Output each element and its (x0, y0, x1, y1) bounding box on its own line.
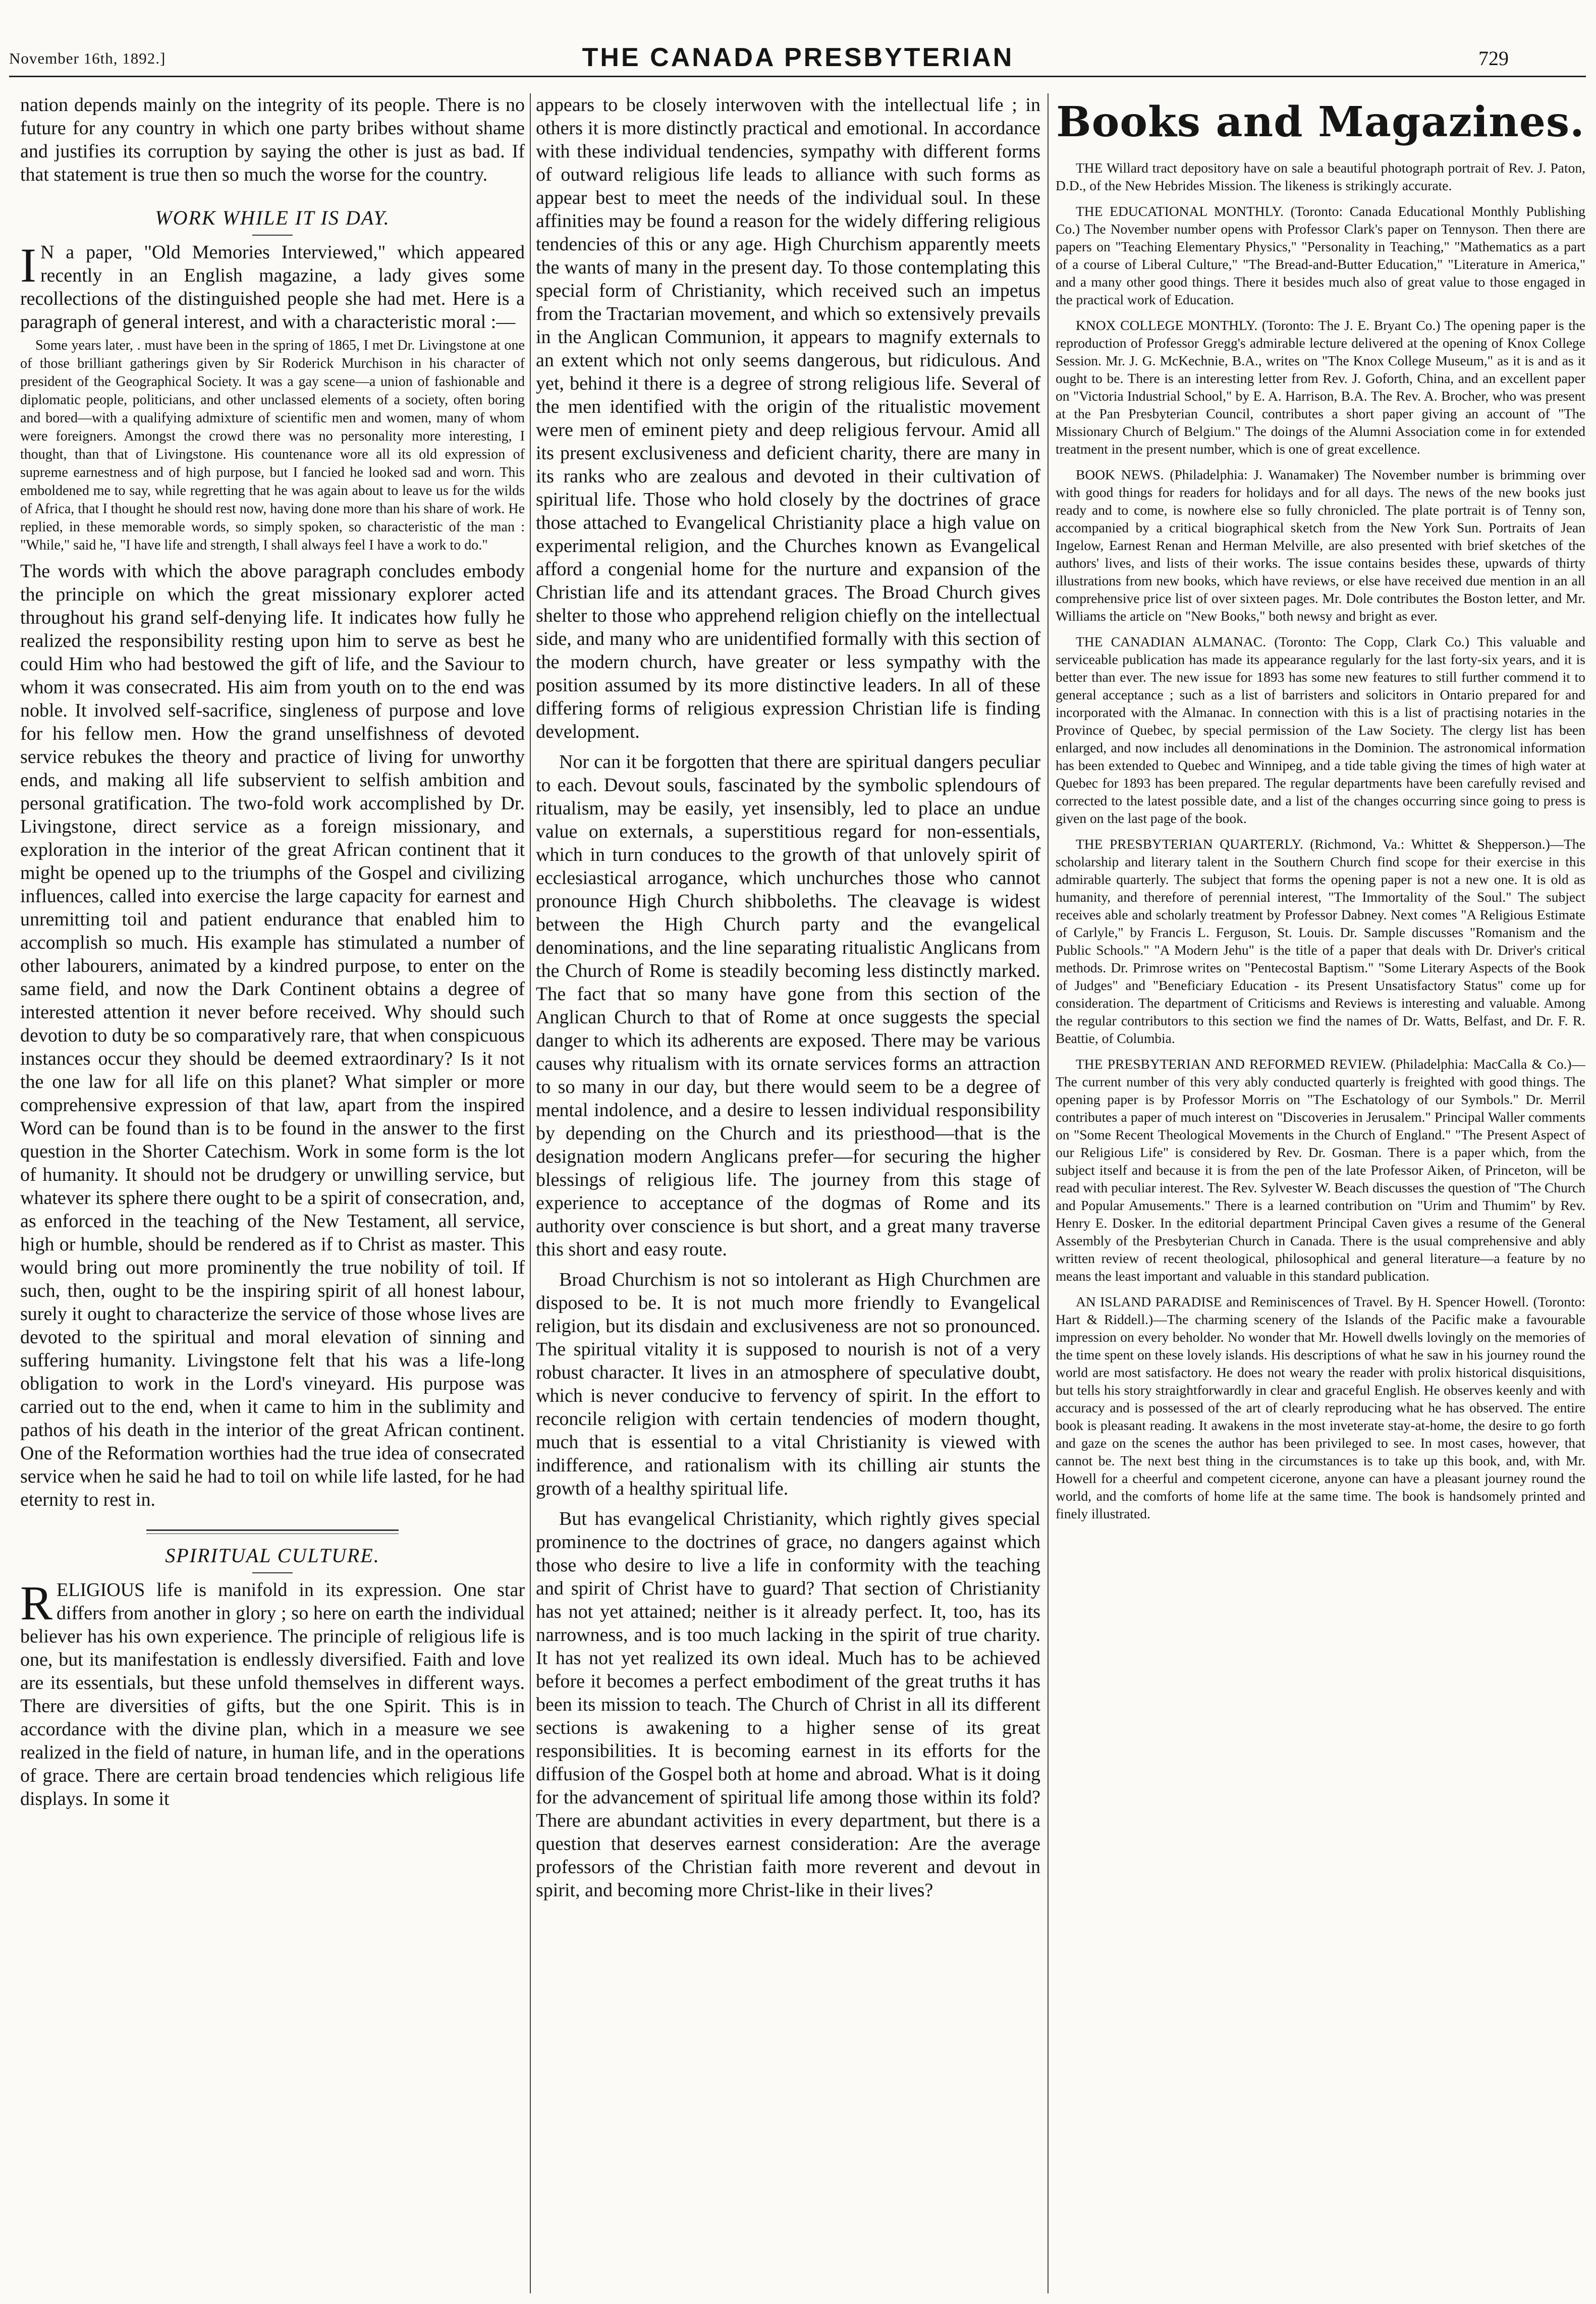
column-divider-2 (1048, 93, 1049, 2293)
page-number: 729 (1478, 47, 1509, 70)
review-item: THE Willard tract depository have on sale a beautiful photograph portrait of Rev. J. Paton, D.D., of the New Hebrides Mission. The likeness is strikingly accurate. (1056, 160, 1585, 193)
section-heading-work-while-it-is-day: WORK WHILE IT IS DAY. (155, 206, 390, 229)
article-paragraph: But has evangelical Christianity, which rightly gives special prominence to the doctrines of grace, no dangers against which those who desire to live a life in conformity with the teaching and spirit of Christ have to guard? That section of Christianity has not yet attained; neither is it already perfect. It, too, has its narrowness, and is too much lacking in the spirit of true charity. It has not yet realized its own ideal. Much has to be achieved before it becomes a perfect embodiment of the great truths it has been its mission to teach. The Church of Christ in all its different sections is awakening to a higher sense of its great responsibilities. It is becoming earnest in its efforts for the diffusion of the Gospel both at home and abroad. What is it doing for the advancement of spiritual life among those within its fold? There are abundant activities in every department, but there is a question that deserves earnest consideration: Are the average professors of the Christian faith more reverent and devout in spirit, and becoming more Christ-like in their lives? (536, 1508, 1040, 1901)
books-and-magazines-heading: Books and Magazines. (1056, 98, 1585, 146)
review-item: BOOK NEWS. (Philadelphia: J. Wanamaker) The November number is brimming over with good things for readers for holidays and for all days. The news of the new books just ready and to come, is nowhere else so fully chronicled. The plate portrait is of Tenny son, accompanied by a critical biographical sketch from the New York Sun. Portraits of Jean Ingelow, Earnest Renan and Herman Melville, are also presented with brief sketches of the authors' lives, and lists of their works. The issue contains besides these, upwards of thirty illustrations from new books, which have reviews, or else have received due mention in an all comprehensive price list of over sixteen pages. Mr. Dole contributes the Boston letter, and Mr. Williams the article on "New Books," both newsy and bright as ever. (1056, 467, 1585, 624)
article-paragraph (20, 1578, 525, 1811)
article-paragraph: Broad Churchism is not so intolerant as High Churchmen are disposed to be. It is not much more friendly to Evangelical religion, but its disdain and exclusiveness are not so pronounced. The spiritual vitality it is supposed to nourish is not of a very robust character. It lives in an atmosphere of speculative doubt, which is never conducive to fervency of spirit. In the effort to reconcile religion with certain tendencies of modern thought, much that is essential to a vital Christianity is viewed with indifference, and rationalism with its chilling air stunts the growth of a healthy spiritual life. (536, 1269, 1040, 1499)
article-paragraph: Nor can it be forgotten that there are spiritual dangers peculiar to each. Devout souls, fascinated by the symbolic splendours of ritualism, may be easily, yet insensibly, led to place an undue value on externals, a superstitious regard for non-essentials, which in turn conduces to the growth of that unlovely spirit of ecclesiastical arrogance, which unchurches those who cannot pronounce High Church shibboleths. The cleavage is widest between the High Church party and the evangelical denominations, and the line separating ritualistic Anglicans from the Church of Rome is steadily becoming less distinctly marked. The fact that so many have gone from this section of the Anglican Church to that of Rome at once suggests the special danger to which its adherents are exposed. There may be various causes why ritualism with its ornate services forms an attraction to so many in our day, but there would seem to be a degree of mental indolence, and a desire to lessen individual responsibility by depending on the Church and its priesthood—that is the designation modern Anglicans prefer—for securing the higher blessings of religious life. The journey from this stage of experience to acceptance of the dogmas of Rome and its authority over conscience is but short, and a great many traverse this short and easy route. (536, 751, 1040, 1260)
column-1 (20, 93, 525, 2263)
header-rule (9, 76, 1586, 77)
heading-rule (252, 1572, 293, 1573)
article-paragraph: The words with which the above paragraph concludes embody the principle on which the great missionary explorer acted throughout his grand self-denying life. It indicates how fully he realized the responsibility resting upon him to serve as best he could Him who had bestowed the gift of life, and the Saviour to whom it was consecrated. His aim from youth on to the end was noble. It involved self-sacrifice, singleness of purpose and love for his fellow men. How the grand unselfishness of devoted service rebukes the theory and practice of living for unworthy ends, and making all life subservient to selfish ambition and personal gratification. The two-fold work accomplished by Dr. Livingstone, direct service as a foreign missionary, and exploration in the interior of the great African continent that it might be opened up to the triumphs of the Gospel and civilizing influences, called into exercise the large capacity for earnest and unremitting toil and patient endurance that enabled him to accomplish so much. His example has stimulated a number of other labourers, animated by a kindred purpose, to enter on the same field, and now the Dark Continent obtains a degree of interested attention it never before received. Why should such devotion to duty be so comparatively rare, that when conspicuous instances occur they should be deemed extraordinary? Is it not the one law for all life on this planet? What simpler or more comprehensive expression of that law, apart from the inspired Word can be found than is to be found in the answer to the first question in the Shorter Catechism. Work in some form is the lot of humanity. It should not be drudgery or unwilling service, but whatever its sphere there ought to be a spirit of consecration, and, as enforced in the teaching of the New Testament, all service, high or humble, should be rendered as if to Christ as master. This would bring out more prominently the true nobility of toil. If such, then, ought to be the inspiring spirit of all honest labour, surely it ought to characterize the service of those whose lives are devoted to the spiritual and moral elevation of sinning and suffering humanity. Livingstone felt that his was a life-long obligation to work in the Lord's vineyard. His purpose was carried out to the end, when it came to him in the sublimity and pathos of his death in the interior of the great African continent. One of the Reformation worthies had the true idea of consecrated service when he said he had to toil on while life lasted, for he had eternity to rest in. (20, 561, 525, 1510)
masthead-title: THE CANADA PRESBYTERIAN (582, 43, 1014, 72)
column-divider-1 (530, 93, 531, 2293)
review-item: THE PRESBYTERIAN AND REFORMED REVIEW. (Philadelphia: MacCalla & Co.)—The current number of this very ably conducted quarterly is freighted with good things. The opening paper is by Professor Morris on "The Eschatology of our Symbols." Dr. Merril contributes a paper of much interest on "Discoveries in Jerusalem." Principal Waller comments on "Some Recent Theological Movements in the Church of England." "The Present Aspect of our Religious Life" is considered by Rev. Dr. Gosman. There is a paper which, from the subject itself and because it is from the pen of the late Professor Aiken, of Princeton, will be read with peculiar interest. The Rev. Sylvester W. Beach discusses the question of "The Church and Popular Amusements." There is a learned contribution on "Urim and Thumim" by Rev. Henry E. Dosker. In the editorial department Principal Caven gives a resume of the General Assembly of the Presbyterian Church in Canada. There is the usual comprehensive and ably written review of recent theological, philosophical and general literature—a feature by no means the least important and valuable in this standard publication. (1056, 1056, 1585, 1284)
review-item: THE EDUCATIONAL MONTHLY. (Toronto: Canada Educational Monthly Publishing Co.) The November number opens with Professor Clark's paper on Tennyson. Then there are papers on "Teaching Elementary Physics," "Personality in Teaching," "Mathematics as a part of a course of Liberal Culture," "The Bread-and-Butter Education," "Literature in America," and a many other good things. There it besides much also of great value to those engaged in the practical work of Education. (1056, 203, 1585, 307)
paragraph-text: N a paper, "Old Memories Interviewed," which appeared recently in an English magazine, a lady gives some recollections of the distinguished people she had met. Here is a paragraph of general interest, and with a characteristic moral :— (20, 242, 525, 333)
heading-rule (252, 235, 293, 236)
review-item: KNOX COLLEGE MONTHLY. (Toronto: The J. E. Bryant Co.) The opening paper is the reproduction of Professor Gregg's admirable lecture delivered at the opening of Knox College Session. Mr. J. G. McKechnie, B.A., writes on "The Knox College Museum," as it is and as it ought to be. There is an interesting letter from Rev. J. Goforth, China, and an excellent paper on "Victoria Industrial School," by E. A. Harrison, B.A. The Rev. A. Brocher, who was present at the Pan Presbyterian Council, contributes a short paper giving an account of "The Missionary Church of Belgium." The doings of the Alumni Association come in for extended treatment in the present number, which is one of great excellence. (1056, 317, 1585, 457)
drop-cap: R (20, 1576, 53, 1630)
intro-paragraph: nation depends mainly on the integrity of its people. There is no future for any country in which one party bribes without shame and justifies its corruption by saying the other is just as bad. If that statement is true then so much the worse for the country. (20, 94, 525, 185)
paragraph-text: ELIGIOUS life is manifold in its expression. One star differs from another in glory ; so here on earth the individual believer has his own experience. The principle of religious life is one, but its manifestation is endlessly diversified. Faith and love are its essentials, but these unfold themselves in different ways. There are diversities of gifts, but the one Spirit. This is in accordance with the divine plan, which in a measure we see realized in the field of nature, in human life, and in the operations of grace. There are certain broad tendencies which religious life displays. In some it (20, 1579, 525, 1809)
page-header (0, 0, 1596, 72)
review-item: THE CANADIAN ALMANAC. (Toronto: The Copp, Clark Co.) This valuable and serviceable publication has made its appearance regularly for the last forty-six years, and it is better than ever. The new issue for 1893 has some new features to still further commend it to general acceptance ; such as a list of barristers and solicitors in Ontario prepared for and incorporated with the Almanac. In connection with this is a list of practising notaries in the Province of Quebec, by special permission of the Law Society. The clergy list has been enlarged, and now includes all denominations in the Dominion. The astronomical information has been extended to Quebec and Winnipeg, and a tide table giving the times of high water at Quebec for 1893 has been prepared. The regular departments have been carefully revised and corrected to the latest possible date, and a list of the changes occurring since going to press is given on the last page of the book. (1056, 634, 1585, 826)
issue-date: November 16th, 1892.] (9, 49, 166, 67)
drop-cap: I (20, 238, 36, 292)
review-item: THE PRESBYTERIAN QUARTERLY. (Richmond, Va.: Whittet & Shepperson.)—The scholarship and literary talent in the Southern Church find scope for their exercise in this admirable quarterly. The subject that forms the opening paper is not a new one. It is old as humanity, and therefore of perennial interest, "The Immortality of the Soul." The subject receives able and scholarly treatment by Professor Dabney. Next comes "A Religious Estimate of Carlyle," by Francis L. Ferguson, St. Louis. Dr. Sample discusses "Romanism and the Public Schools." "A Modern Jehu" is the title of a paper that deals with Dr. Driver's critical methods. Dr. Primrose writes on "Pentecostal Baptism." "Some Literary Aspects of the Book of Judges" and "Beneficiary Education - its Present Unsatisfactory Status" come up for consideration. The department of Criticisms and Reviews is interesting and valuable. Among the regular contributors to this section we find the names of Dr. Watts, Belfast, and Dr. F. R. Beattie, of Columbia. (1056, 836, 1585, 1046)
review-item: AN ISLAND PARADISE and Reminiscences of Travel. By H. Spencer Howell. (Toronto: Hart & Riddell.)—The charming scenery of the Islands of the Pacific make a favourable impression on every beholder. No wonder that Mr. Howell dwells lovingly on the memories of the time spent on these lovely islands. His descriptions of what he saw in his journey round the world are most satisfactory. He does not weary the reader with prolix historical disquisitions, but tells his story straightforwardly in clear and graceful English. He observes keenly and with accuracy and is possessed of the art of clearly reproducing what he has observed. The entire book is pleasant reading. It awakens in the most inveterate stay-at-home, the desire to go forth and gaze on the scenes the author has been privileged to see. In most cases, however, that cannot be. The next best thing in the circumstances is to take up this book, and, with Mr. Howell for a cheerful and competent cicerone, anyone can have a pleasant journey round the world, and the comforts of home life at the same time. The book is handsomely printed and finely illustrated. (1056, 1294, 1585, 1521)
column-3 (1056, 93, 1585, 2263)
article-paragraph (20, 238, 525, 334)
article-paragraph: appears to be closely interwoven with the intellectual life ; in others it is more distinctly practical and emotional. In accordance with these individual tendencies, sympathy with different forms of outward religious life leads to alliance with such forms as appear best to meet the needs of the individual soul. In these affinities may be found a reason for the widely differing religious tendencies of this or any age. High Churchism apparently meets the wants of many in the present day. To those contemplating this special form of Christianity, which received such an impetus from the Tractarian movement, and which so extensively prevails in the Anglican Communion, it appears to magnify externals to an extent which not only seems dangerous, but ridiculous. And yet, behind it there is a degree of strong religious life. Several of the men identified with the origin of the ritualistic movement were men of eminent piety and deep religious fervour. Amid all its present exclusiveness and deficient charity, there are many in its ranks who are zealous and devoted in their cultivation of spiritual life. Those who hold closely by the doctrines of grace those attached to Evangelical Christianity place a high value on experimental religion, and the Churches known as Evangelical afford a congenial home for the nurture and expansion of the Christian life and its attendant graces. The Broad Church gives shelter to those who apprehend religion chiefly on the intellectual side, and many who are unidentified formally with this section of the modern church, have greater or less sympathy with the position assumed by its more distinctive leaders. In all of these differing forms of religious expression Christian life is finding development. (536, 94, 1040, 742)
block-quote: Some years later, . must have been in the spring of 1865, I met Dr. Livingstone at one of those brilliant gatherings given by Sir Roderick Murchison in his character of president of the Geographical Society. It was a gay scene—a union of fashionable and diplomatic people, politicians, and other unclassed elements of a society, often boring and bored—with a qualifying admixture of scientific men and women, many of whom were foreigners. Amongst the crowd there was no personality more interesting, I thought, than that of Livingstone. His countenance wore all its old expression of supreme earnestness and of high purpose, but I fancied he looked sad and worn. This emboldened me to say, while regretting that he was again about to leave us for the wilds of Africa, that I thought he should rest now, having done more than his share of work. He replied, in these memorable words, so simply spoken, so characteristic of the man : "While," said he, "I have life and strength, I shall always feel I have a work to do." (20, 338, 525, 553)
column-2 (536, 93, 1040, 2263)
section-separator (146, 1529, 399, 1534)
section-heading-spiritual-culture: SPIRITUAL CULTURE. (165, 1544, 380, 1567)
